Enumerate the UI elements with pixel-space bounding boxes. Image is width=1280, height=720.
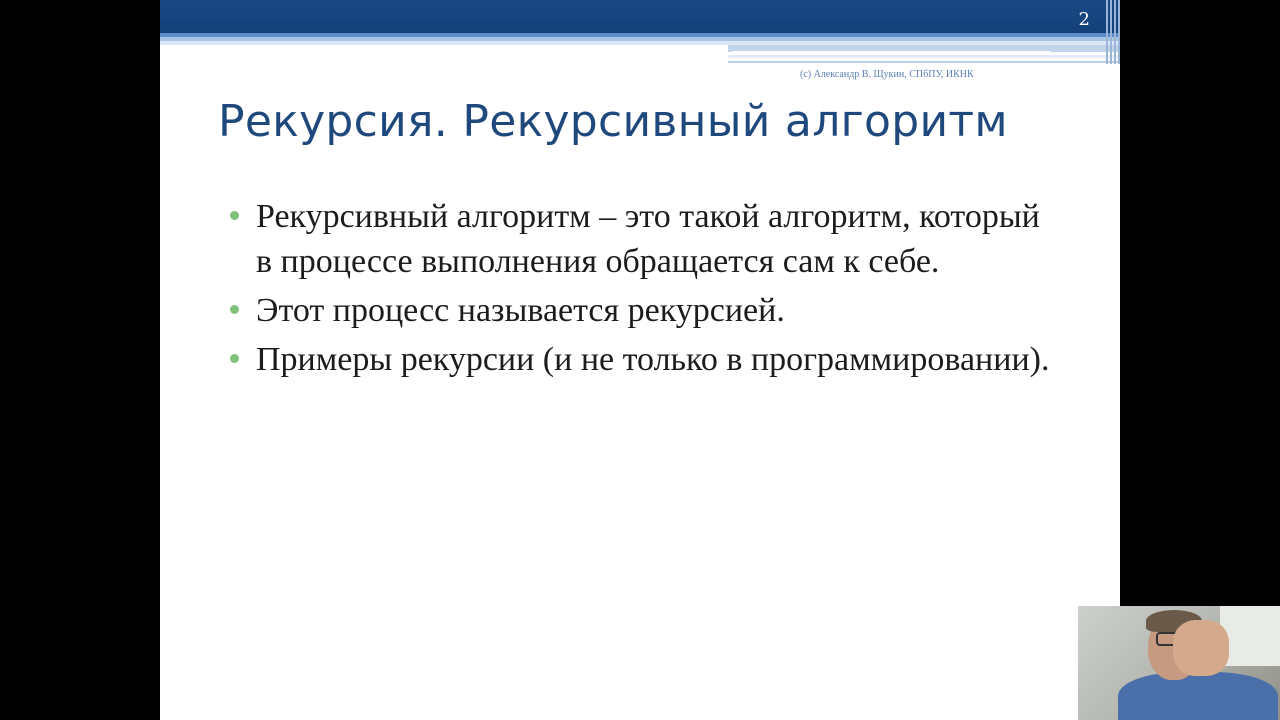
slide-title: Рекурсия. Рекурсивный алгоритм — [218, 96, 1008, 147]
bullet-icon — [230, 354, 239, 363]
bullet-item — [230, 337, 1050, 382]
bullet-list — [230, 194, 1050, 386]
bullet-item — [230, 288, 1050, 333]
bullet-icon — [230, 305, 239, 314]
bullet-text: Этот процесс называется рекурсией. — [256, 292, 785, 329]
bullet-text: Рекурсивный алгоритм – это такой алгоритм, который в процессе выполнения обращается сам к себе. — [256, 198, 1040, 280]
bullet-item — [230, 194, 1050, 284]
slide-number: 2 — [1078, 9, 1090, 30]
header-decoration — [728, 55, 1120, 58]
bullet-icon — [230, 211, 239, 220]
header-decoration — [728, 61, 1120, 63]
bullet-text: Примеры рекурсии (и не только в программировании). — [256, 341, 1050, 378]
header-vertical-lines — [1090, 0, 1120, 64]
copyright-text: (с) Александр В. Щукин, СПбПУ, ИКНК — [800, 69, 974, 80]
header-bar — [160, 0, 1120, 33]
webcam-overlay — [1078, 606, 1280, 720]
header-decoration — [732, 51, 1050, 53]
presentation-slide — [160, 0, 1120, 720]
